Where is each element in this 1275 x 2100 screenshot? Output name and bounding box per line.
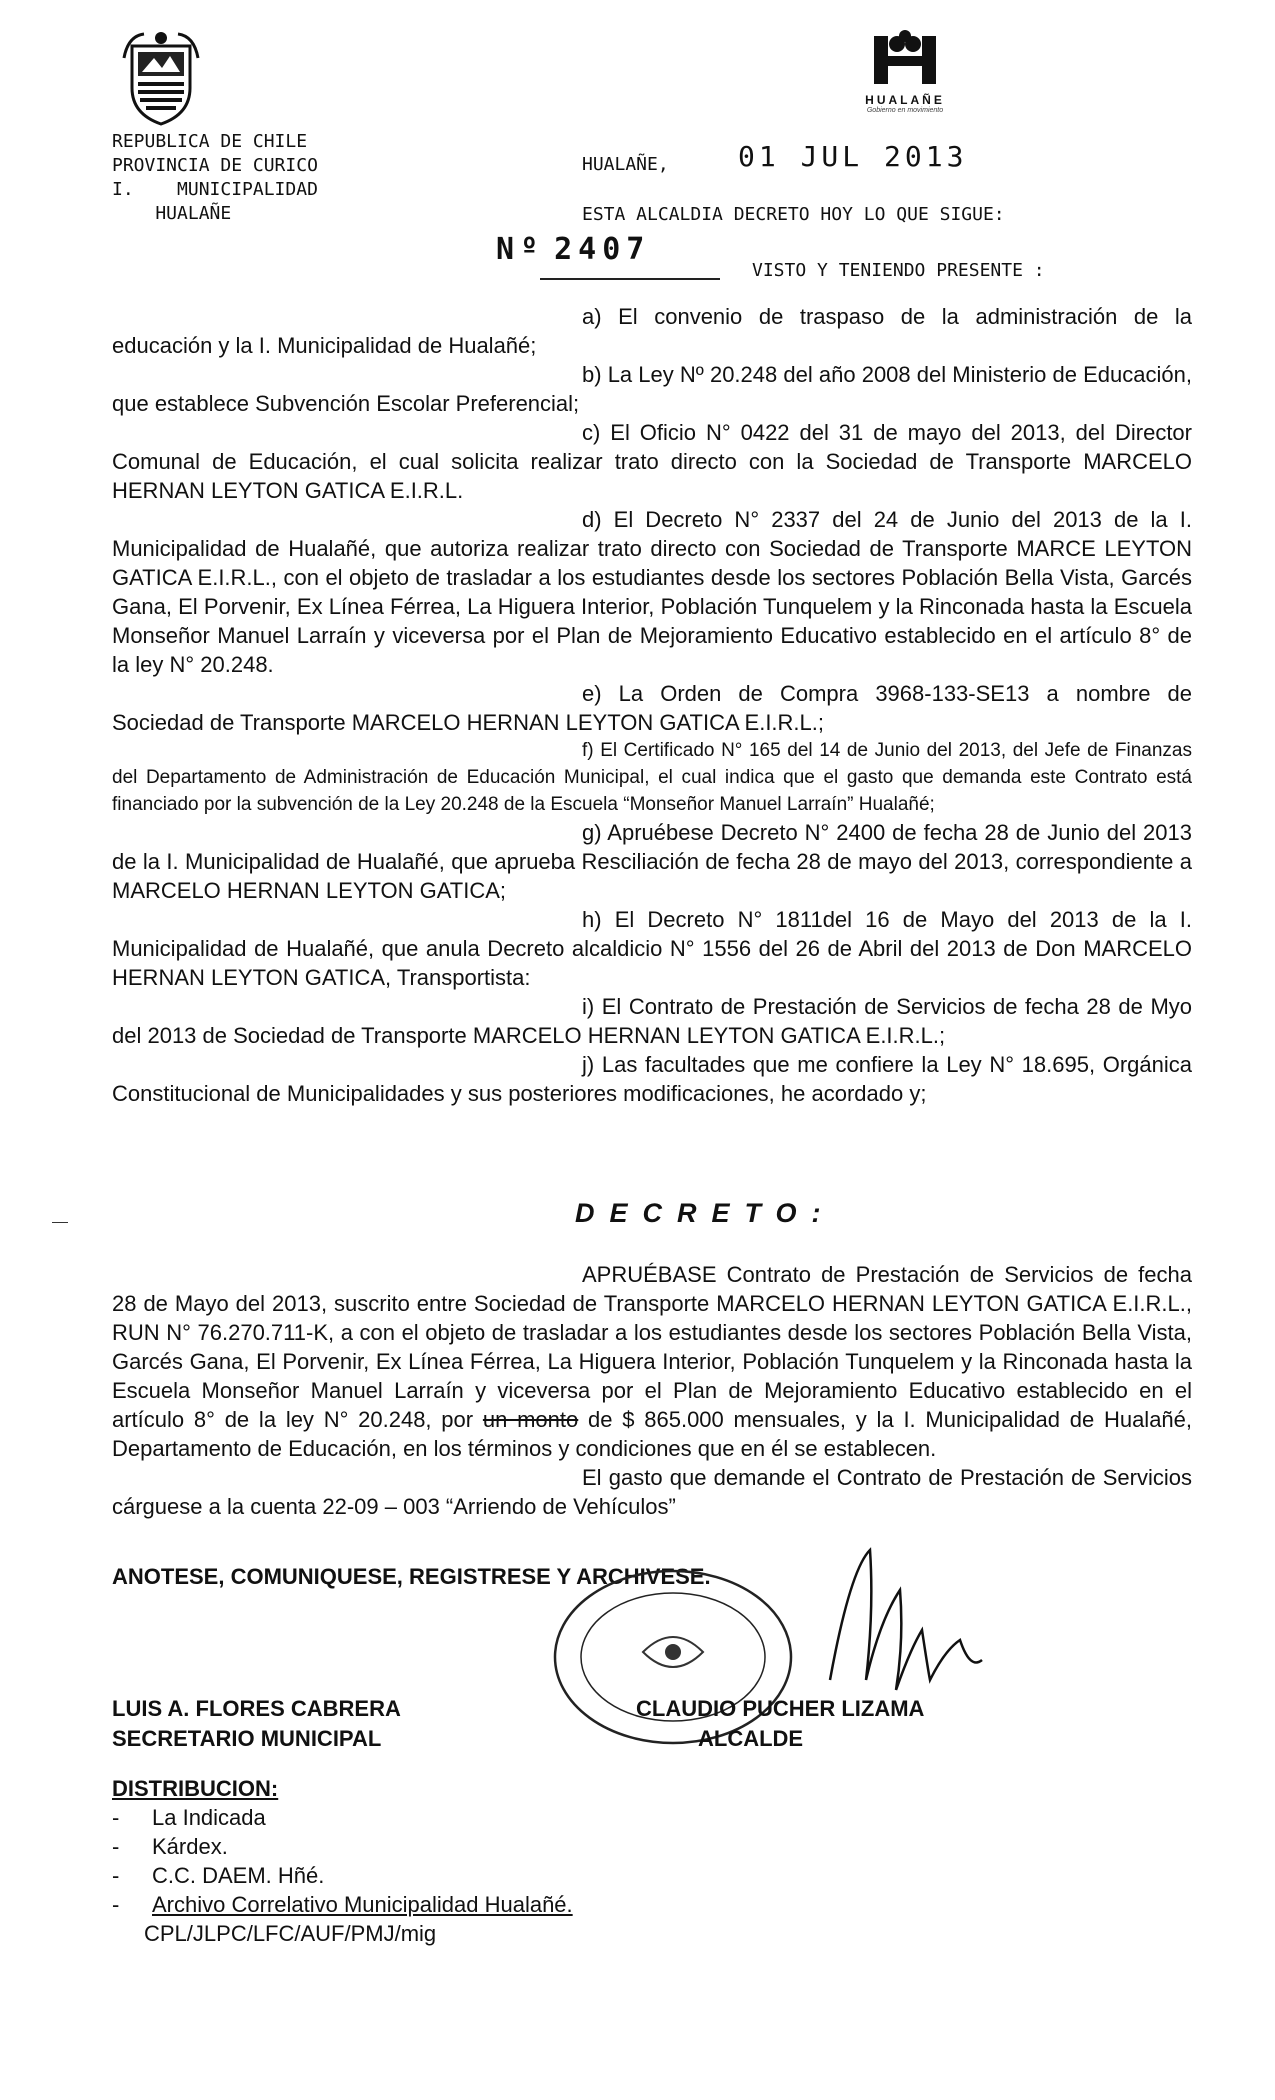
- mayor-signature: [810, 1530, 990, 1720]
- distribution-item: - C.C. DAEM. Hñé.: [112, 1863, 325, 1888]
- consideration-b: b) La Ley Nº 20.248 del año 2008 del Ministerio de Educación, que establece Subvención Escolar Preferencial;: [112, 362, 1192, 416]
- consideration-c: c) El Oficio N° 0422 del 31 de mayo del 2013, del Director Comunal de Educación, el cual solicita realizar trato directo con la Sociedad de Transporte MARCELO HERNAN LEYTON GATICA E.I.R.L.: [112, 420, 1192, 503]
- municipal-logo: [850, 28, 960, 128]
- issuer-line: PROVINCIA DE CURICO: [112, 155, 318, 176]
- distribution-title: DISTRIBUCION:: [112, 1776, 279, 1801]
- distribution-item-label: La Indicada: [152, 1805, 266, 1830]
- issuer-line: HUALAÑE: [112, 203, 232, 224]
- consideration-i: i) El Contrato de Prestación de Servicios de fecha 28 de Myo del 2013 de Sociedad de Transporte MARCELO HERNAN LEYTON GATICA E.I.R.L.;: [112, 994, 1192, 1048]
- decree-number: [496, 232, 650, 267]
- secretary-signature-block: [112, 1694, 401, 1754]
- secretary-title: SECRETARIO MUNICIPAL: [112, 1726, 382, 1751]
- city-label: HUALAÑE,: [582, 154, 669, 175]
- struck-text: un monto: [482, 1407, 579, 1432]
- decree-number-underline: [540, 278, 720, 280]
- decreto-title: DECRETO:: [575, 1198, 836, 1228]
- distribution-item: - Archivo Correlativo Municipalidad Hualañé.: [112, 1892, 573, 1917]
- mayor-title: ALCALDE: [698, 1726, 804, 1751]
- mayor-name: CLAUDIO PUCHER LIZAMA: [636, 1696, 925, 1721]
- issuer-line: I. MUNICIPALIDAD: [112, 179, 318, 200]
- hualane-logo-icon: [870, 28, 940, 88]
- margin-mark: [52, 1222, 68, 1223]
- closing-formula: ANOTESE, COMUNIQUESE, REGISTRESE Y ARCHIVESE.: [112, 1564, 711, 1589]
- issuer-line: REPUBLICA DE CHILE: [112, 131, 308, 152]
- mayor-signature-block: [636, 1694, 924, 1754]
- issuer-block: [112, 130, 318, 226]
- distribution-list: [112, 1803, 573, 1919]
- distribution-item: - Kárdex.: [112, 1834, 228, 1859]
- distribution-item-label: Archivo Correlativo Municipalidad Hualañé.: [152, 1892, 573, 1917]
- coat-of-arms-icon: [120, 28, 202, 128]
- resolution-paragraph: [112, 1260, 1192, 1463]
- logo-name: HUALAÑE: [865, 93, 945, 107]
- consideration-g: g) Apruébese Decreto N° 2400 de fecha 28 de Junio del 2013 de la I. Municipalidad de Hualañé, que aprueba Resciliación de fecha 28 de mayo del 2013, correspondiente a MARCELO HERNAN LEYTON GATICA;: [112, 820, 1192, 903]
- consideration-d: d) El Decreto N° 2337 del 24 de Junio del 2013 de la I. Municipalidad de Hualañé, que autoriza realizar trato directo con Sociedad de Transporte MARCE LEYTON GATICA E.I.R.L., con el objeto de trasladar a los estudiantes desde los sectores Población Bella Vista, Garcés Gana, El Porvenir, Ex Línea Férrea, La Higuera Interior, Población Tunquelem y la Rinconada hasta la Escuela Monseñor Manuel Larraín y viceversa por el Plan de Mejoramiento Educativo establecido en el artículo 8° de la ley N° 20.248.: [112, 507, 1192, 677]
- distribution-item: - La Indicada: [112, 1805, 266, 1830]
- alcaldia-heading: ESTA ALCALDIA DECRETO HOY LO QUE SIGUE:: [582, 204, 1005, 225]
- consideration-f: f) El Certificado N° 165 del 14 de Junio del 2013, del Jefe de Finanzas del Departamento de Administración de Educación Municipal, el cual indica que el gasto que demanda este Contrato está financiado por la subvención de la Ley 20.248 de la Escuela “Monseñor Manuel Larraín” Hualañé;: [112, 740, 1192, 815]
- reference-initials: CPL/JLPC/LFC/AUF/PMJ/mig: [144, 1921, 437, 1946]
- distribution-item-label: Kárdex.: [152, 1834, 228, 1859]
- resolution-text-end: de $ 865.000 mensuales, y la I. Municipalidad de Hualañé, Departamento de Educación, en los términos y condiciones que en él se establecen.: [112, 1407, 1193, 1461]
- decree-number-label: Nº: [496, 232, 545, 267]
- consideration-h: h) El Decreto N° 1811del 16 de Mayo del 2013 de la I. Municipalidad de Hualañé, que anula Decreto alcaldicio N° 1556 del 26 de Abril del 2013 de Don MARCELO HERNAN LEYTON GATICA, Transportista:: [112, 907, 1192, 990]
- considerations-list: [112, 302, 1192, 1108]
- decree-number-value: 2407: [554, 232, 651, 267]
- secretary-name: LUIS A. FLORES CABRERA: [112, 1696, 401, 1721]
- logo-tagline: Gobierno en movimiento: [866, 107, 944, 114]
- date-stamp: 01 JUL 2013: [738, 140, 968, 173]
- expense-paragraph: El gasto que demande el Contrato de Prestación de Servicios cárguese a la cuenta 22-09 – 003 “Arriendo de Vehículos”: [112, 1465, 1192, 1519]
- visto-heading: VISTO Y TENIENDO PRESENTE :: [752, 260, 1045, 281]
- consideration-j: j) Las facultades que me confiere la Ley N° 18.695, Orgánica Constitucional de Municipalidades y sus posteriores modificaciones, he acordado y;: [112, 1052, 1192, 1106]
- resolution-text-start: APRUÉBASE Contrato de Prestación de Servicios de fecha 28 de Mayo del 2013, suscrito entre Sociedad de Transporte MARCELO HERNAN LEYTON GATICA E.I.R.L., RUN N° 76.270.711-K, a con el objeto de trasladar a los estudiantes desde los sectores Población Bella Vista, Garcés Gana, El Porvenir, Ex Línea Férrea, La Higuera Interior, Población Tunquelem y la Rinconada hasta la Escuela Monseñor Manuel Larraín y viceversa por el Plan de Mejoramiento Educativo establecido en el artículo 8° de la ley N° 20.248, por: [112, 1262, 1192, 1432]
- consideration-e: e) La Orden de Compra 3968-133-SE13 a nombre de Sociedad de Transporte MARCELO HERNAN LEYTON GATICA E.I.R.L.;: [112, 681, 1192, 735]
- distribution-item-label: C.C. DAEM. Hñé.: [152, 1863, 325, 1888]
- resolution-block: [112, 1260, 1192, 1521]
- distribution-block: [112, 1774, 573, 1948]
- consideration-a: a) El convenio de traspaso de la administración de la educación y la I. Municipalidad de Hualañé;: [112, 304, 1192, 358]
